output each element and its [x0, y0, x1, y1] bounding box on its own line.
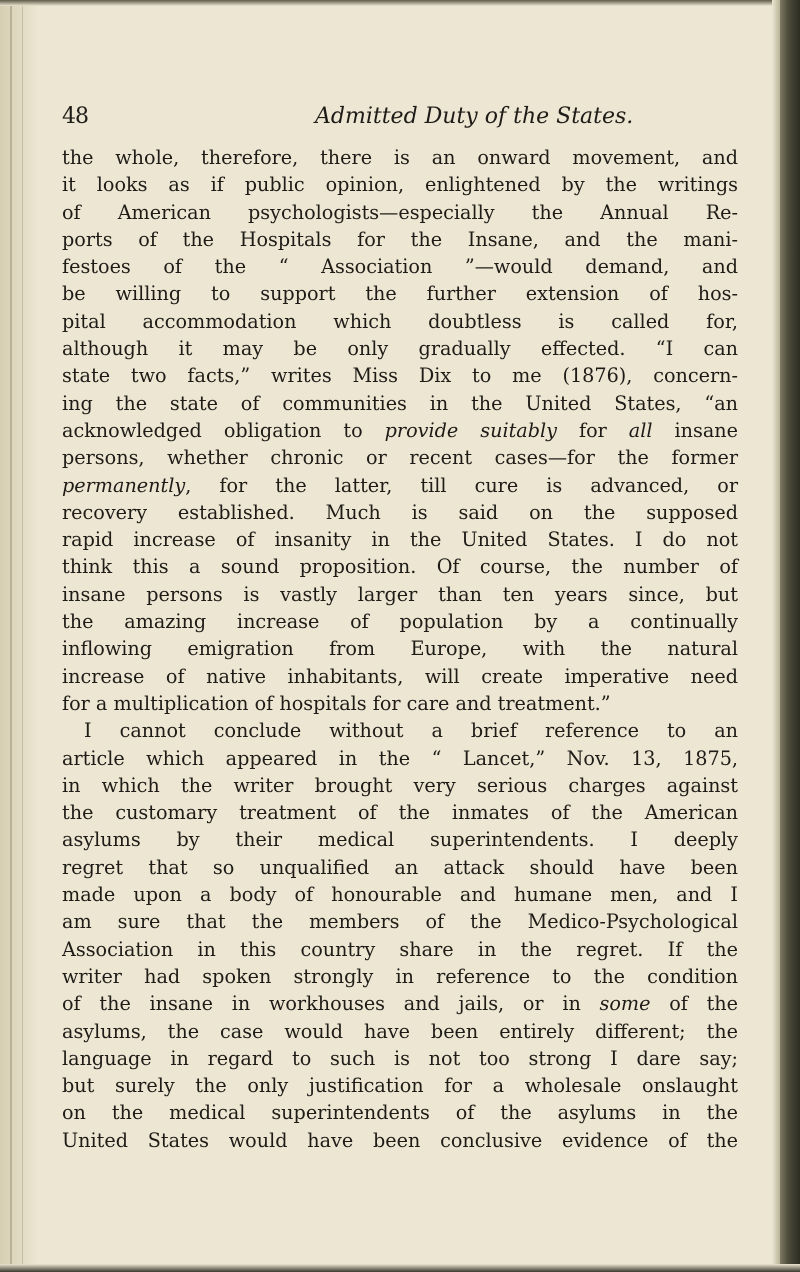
text-line: asylums by their medical superintendents. I deeply [62, 828, 738, 852]
top-page-edge [0, 0, 800, 6]
text-line: of American psychologists—especially the Annual Re- [62, 200, 738, 224]
text-line: on the medical superintendents of the asylums in the [62, 1101, 738, 1125]
text-line: the amazing increase of population by a continually [62, 610, 738, 634]
running-head: Admitted Duty of the States. [315, 104, 634, 129]
paragraph-start-line: I cannot conclude without a brief reference to an [84, 719, 738, 743]
bottom-page-edge [0, 1264, 800, 1272]
right-book-edge [780, 0, 800, 1272]
text-line: persons, whether chronic or recent cases—for the former [62, 446, 738, 470]
text-line: although it may be only gradually effected. “I can [62, 337, 738, 361]
text-line: insane persons is vastly larger than ten years since, but [62, 582, 738, 606]
text-line: the whole, therefore, there is an onward movement, and [62, 146, 738, 169]
text-line: rapid increase of insanity in the United States. I do not [62, 528, 738, 552]
right-page-curl [772, 0, 780, 1272]
text-line: in which the writer brought very serious charges against [62, 773, 738, 797]
text-line: inflowing emigration from Europe, with the natural [62, 637, 738, 661]
text-line: made upon a body of honourable and humane men, and I [62, 883, 738, 907]
text-line: Association in this country share in the regret. If the [62, 937, 738, 961]
text-line: the customary treatment of the inmates of the American [62, 801, 738, 825]
text-line: state two facts,” writes Miss Dix to me (1876), concern- [62, 364, 738, 388]
text-line: ports of the Hospitals for the Insane, and the mani- [62, 227, 738, 251]
gutter-shadow [0, 0, 38, 1272]
text-line: am sure that the members of the Medico-Psychological [62, 910, 738, 934]
gutter-line [10, 0, 12, 1272]
text-line: article which appeared in the “ Lancet,” Nov. 13, 1875, [62, 746, 738, 770]
text-line: writer had spoken strongly in reference to the condition [62, 964, 738, 988]
text-line: recovery established. Much is said on the supposed [62, 500, 738, 524]
text-line: United States would have been conclusive evidence of the [62, 1128, 738, 1152]
text-line: language in regard to such is not too strong I dare say; [62, 1046, 738, 1070]
text-line: increase of native inhabitants, will create imperative need [62, 664, 738, 688]
text-line: regret that so unqualified an attack should have been [62, 855, 738, 879]
text-line: but surely the only justification for a wholesale onslaught [62, 1074, 738, 1098]
body-text [62, 144, 738, 1154]
text-line: pital accommodation which doubtless is called for, [62, 309, 738, 333]
text-line: ing the state of communities in the United States, “an [62, 391, 738, 415]
page-number: 48 [62, 104, 88, 129]
gutter-line-inner [22, 0, 23, 1272]
text-line-italic: acknowledged obligation to provide suitably for all insane [62, 418, 738, 442]
text-line: it looks as if public opinion, enlightened by the writings [62, 173, 738, 197]
text-line: festoes of the “ Association ”—would demand, and [62, 255, 738, 279]
page-header [62, 104, 742, 144]
text-line: think this a sound proposition. Of course, the number of [62, 555, 738, 579]
paragraph-end-line: for a multiplication of hospitals for care and treatment.” [62, 691, 611, 715]
text-line-italic: permanently, for the latter, till cure is advanced, or [62, 473, 738, 497]
text-line-italic: of the insane in workhouses and jails, or in some of the [62, 992, 738, 1016]
text-line: asylums, the case would have been entirely different; the [62, 1019, 738, 1043]
text-line: be willing to support the further extension of hos- [62, 282, 738, 306]
